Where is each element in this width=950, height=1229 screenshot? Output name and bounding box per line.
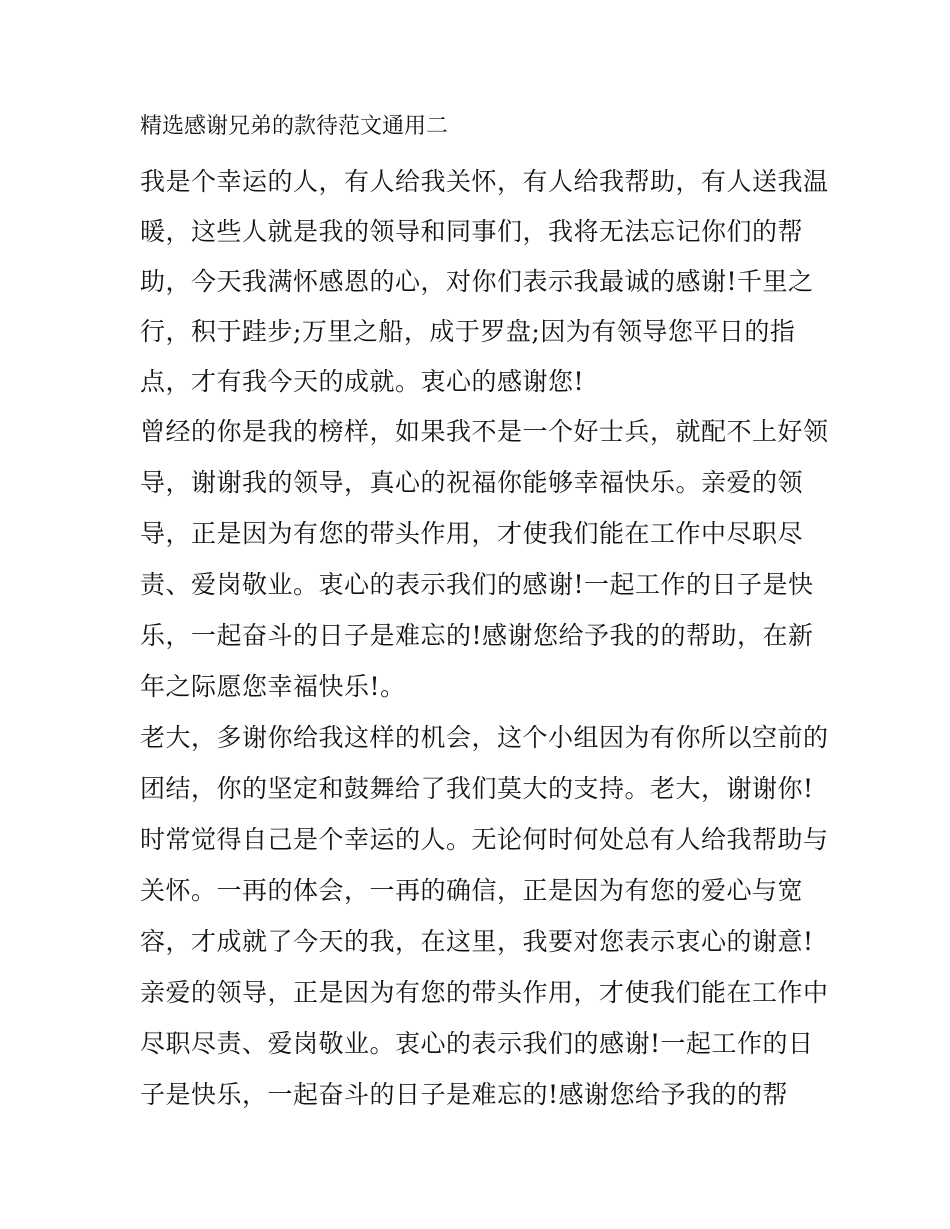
body-line: 行，积于跬步;万里之船，成于罗盘;因为有领导您平日的指 (140, 317, 796, 346)
body-line: 子是快乐，一起奋斗的日子是难忘的!感谢您给予我的的帮 (140, 1080, 789, 1109)
body-line: 乐，一起奋斗的日子是难忘的!感谢您给予我的的帮助，在新 (140, 621, 814, 650)
body-line: 暖，这些人就是我的领导和同事们，我将无法忘记你们的帮 (140, 217, 804, 246)
body-line: 老大，多谢你给我这样的机会，这个小组因为有你所以空前的 (140, 723, 829, 752)
body-line: 责、爱岗敬业。衷心的表示我们的感谢!一起工作的日子是快 (140, 570, 814, 599)
body-line: 年之际愿您幸福快乐!。 (140, 672, 406, 701)
body-line: 时常觉得自己是个幸运的人。无论何时何处总有人给我帮助与 (140, 825, 829, 854)
body-line: 曾经的你是我的榜样，如果我不是一个好士兵，就配不上好领 (140, 417, 829, 446)
body-line: 团结，你的坚定和鼓舞给了我们莫大的支持。老大，谢谢你! (140, 774, 814, 803)
body-line: 容，才成就了今天的我，在这里，我要对您表示衷心的谢意! (140, 927, 814, 956)
body-line: 尽职尽责、爱岗敬业。衷心的表示我们的感谢!一起工作的日 (140, 1029, 814, 1058)
body-line: 我是个幸运的人，有人给我关怀，有人给我帮助，有人送我温 (140, 167, 829, 196)
body-line: 关怀。一再的体会，一再的确信，正是因为有您的爱心与宽 (140, 876, 804, 905)
body-line: 导，谢谢我的领导，真心的祝福你能够幸福快乐。亲爱的领 (140, 468, 804, 497)
body-line: 点，才有我今天的成就。衷心的感谢您! (140, 367, 585, 396)
body-line: 导，正是因为有您的带头作用，才使我们能在工作中尽职尽 (140, 519, 804, 548)
document-title: 精选感谢兄弟的款待范文通用二 (140, 114, 449, 139)
body-line: 亲爱的领导，正是因为有您的带头作用，才使我们能在工作中 (140, 978, 829, 1007)
body-line: 助，今天我满怀感恩的心，对你们表示我最诚的感谢!千里之 (140, 267, 814, 296)
